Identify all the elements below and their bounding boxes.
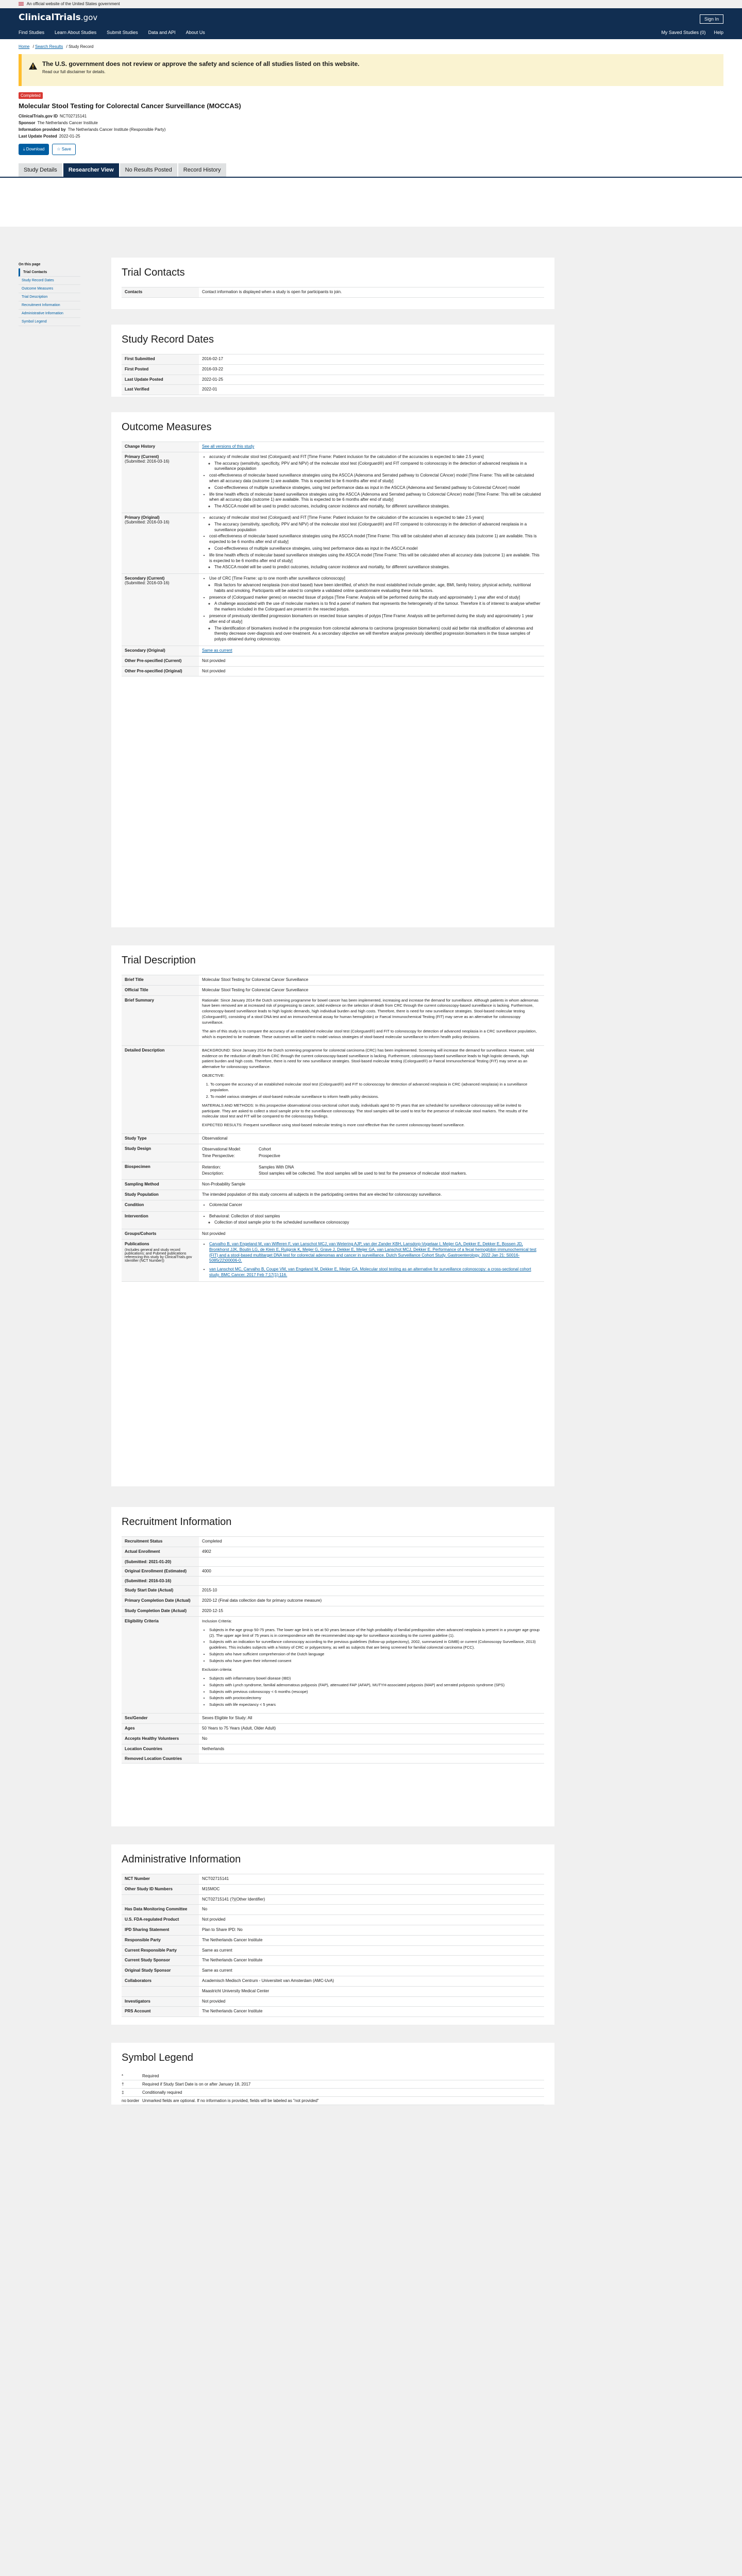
publication-link[interactable]: van Lanschot MC, Carvalho B, Coupe VM, van Engeland M, Dekker E, Meijer GA. Molecular stool testing as an alternative for surveillance colonoscopy: a cross-sectional cohort study. BMC Cancer. 2017 Feb 7;17(1):116. [209, 1267, 531, 1277]
all-versions-link[interactable]: See all versions of this study [202, 444, 255, 449]
study-title: Molecular Stool Testing for Colorectal Cancer Surveillance (MOCCAS) [19, 102, 241, 110]
nav-about[interactable]: About Us [185, 30, 205, 35]
study-info [19, 127, 723, 132]
criterion: • Subjects who have sufficient comprehension of the Dutch language [209, 1652, 541, 1657]
row-value: 2016-03-22 [199, 365, 544, 375]
criterion: • Subjects with previous colonoscopy < 6 months (rescope) [209, 1689, 541, 1695]
condition-key: Condition [122, 1200, 199, 1212]
breadcrumb-search[interactable]: Search Results [35, 44, 63, 49]
row-value: Sexes Eligible for Study: All [199, 1714, 544, 1724]
intervention-key: Intervention [122, 1212, 199, 1230]
disclaimer-alert [19, 54, 723, 86]
alert-body: Read our full disclaimer for details. [42, 70, 106, 74]
secondary-current-submitted: (Submitted: 2016-03-16) [125, 581, 170, 586]
breadcrumb-current: Study Record [68, 44, 94, 49]
primary-original-submitted: (Submitted: 2016-03-16) [125, 519, 170, 524]
population-value: The intended population of this study concerns all subjects in the participating centres that are elected for colonoscopy surveillance. [199, 1190, 544, 1200]
us-flag-icon [19, 2, 24, 6]
row-key [122, 1987, 199, 1997]
row-value: Maastricht University Medical Center [199, 1987, 544, 1997]
publications-key: Publications [125, 1241, 149, 1246]
outcomes-title: Outcome Measures [122, 421, 212, 433]
sidebar-item-admin[interactable]: Administrative Information [19, 310, 80, 318]
row-value: 2022-01-25 [199, 375, 544, 385]
study-id-value: NCT02715141 [60, 114, 87, 118]
row-key: Recruitment Status [122, 1537, 199, 1547]
secondary-current-list [202, 576, 541, 642]
warning-icon [29, 62, 37, 70]
row-key: Actual Enrollment [122, 1547, 199, 1557]
row-key: Current Study Sponsor [122, 1956, 199, 1966]
recruitment-section [111, 1507, 554, 1826]
row-value: M15MOC [199, 1885, 544, 1895]
intervention-detail: ◦ Collection of stool sample prior to the scheduled surveillance colonoscopy [214, 1220, 541, 1226]
criterion: • Subjects with proctocolectomy [209, 1696, 541, 1701]
row-value [199, 1754, 544, 1764]
row-key: Location Countries [122, 1744, 199, 1755]
sampling-key: Sampling Method [122, 1180, 199, 1190]
row-value: Not provided [199, 1915, 544, 1925]
row-key: Responsible Party [122, 1936, 199, 1946]
outcome-item: • life time health effects of molecular based surveillance strategies using the ASCCA (Adenoma and Serrated pathway to Colorectal CAncer) model [Time Frame: This will be calculated when all accuracy data (outcome 1) are available. This is expected to be 6 months after end of study] [209, 492, 541, 503]
trial-contacts-title: Trial Contacts [122, 267, 185, 278]
primary-current-submitted: (Submitted: 2016-03-16) [125, 459, 170, 464]
site-header [0, 8, 742, 39]
description-title: Trial Description [122, 955, 196, 966]
row-key: Accepts Healthy Volunteers [122, 1734, 199, 1744]
row-key: Has Data Monitoring Committee [122, 1905, 199, 1915]
right-nav [661, 30, 723, 35]
info-value: The Netherlands Cancer Institute (Responsible Party) [68, 127, 166, 132]
outcome-detail: ◦ The ASCCA model will be used to predict outcomes, including cancer incidence and mortality, for different surveillance strategies. [214, 504, 541, 510]
download-button[interactable] [19, 144, 49, 155]
row-key: Removed Location Countries [122, 1754, 199, 1764]
update-value: 2022-01-25 [59, 134, 80, 139]
no-symbol: no border [122, 2098, 140, 2103]
biospecimen-grid [202, 1164, 541, 1178]
tab-record-history[interactable]: Record History [178, 163, 226, 177]
row-key: Last Update Posted [122, 375, 199, 385]
row-value: 4902 [199, 1547, 544, 1557]
population-key: Study Population [122, 1190, 199, 1200]
study-id [19, 114, 723, 118]
exclusion-list [202, 1676, 541, 1708]
study-design-key: Study Design [122, 1144, 199, 1162]
row-key: Study Start Date (Actual) [122, 1586, 199, 1596]
row-key: Study Completion Date (Actual) [122, 1606, 199, 1617]
secondary-original-link[interactable]: Same as current [202, 648, 232, 653]
groups-value: Not provided [199, 1229, 544, 1240]
design-key: Observational Model: [202, 1147, 241, 1152]
sidebar-header: On this page [19, 263, 41, 266]
breadcrumb-home[interactable]: Home [19, 44, 30, 49]
change-history-key: Change History [122, 442, 199, 452]
sign-in-button[interactable]: Sign In [700, 14, 723, 24]
save-label: Save [61, 147, 71, 151]
secondary-original-key: Secondary (Original) [122, 646, 199, 656]
row-value: The Netherlands Cancer Institute [199, 2007, 544, 2017]
on-this-page-sidebar [19, 263, 80, 326]
row-key: Original Study Sponsor [122, 1966, 199, 1976]
row-value [199, 1557, 544, 1567]
outcome-item: • accuracy of molecular stool test (Colorguard) and FIT [Time Frame: Patient inclusion for the calculation of the accuracies is expected to take 2.5 years] [209, 454, 541, 460]
recruitment-title: Recruitment Information [122, 1516, 232, 1528]
brief-summary-key: Brief Summary [122, 996, 199, 1046]
groups-key: Groups/Cohorts [122, 1229, 199, 1240]
row-key: U.S. FDA-regulated Product [122, 1915, 199, 1925]
info-label: Information provided by [19, 127, 66, 132]
design-key: Time Perspective: [202, 1153, 235, 1158]
row-value: Not provided [199, 1997, 544, 2007]
detailed-p2: MATERIALS AND METHODS: In this prospective observational cross-sectional cohort study, individuals aged 50-75 years that are scheduled for surveillance colonoscopy will be invited to participate. They are asked to collect a stool sample prior to the surveillance colonoscopy. The stool samples will be used to test for the presence of molecular stool markers. The results of the molecular stool test and FIT will be compared to the colonoscopy findings. [202, 1103, 528, 1119]
study-type-key: Study Type [122, 1134, 199, 1144]
bio-key: Retention: [202, 1164, 221, 1170]
detailed-desc-key: Detailed Description [122, 1046, 199, 1134]
outcome-item: • cost-effectiveness of molecular based surveillance strategies using the ASCCA (Adenoma and Serrated pathway to Colorectal CAncer) model [Time Frame: This will be calculated when all accuracy data (outcome 1) are available. This is expected to be 6 months after end of study] [209, 473, 541, 484]
publication-link[interactable]: Carvalho B, van Engeland M, van Wifferen F, van Lanschot MCJ, van Wetering AJP, van der Zander KBH, Lansdorp-Vogelaar I, Meijer GA, Dekker E, Dekker E, Bossen JD, Bronkhorst JJK, Boutin LG, de Klein E, Ruijgrok K, Meijer G, Grave J, Dekker E, Meijer GA, van Lanschot MCJ, Dekker E. Performance of a fecal hemoglobin immunochemical test (FIT) and a stool-based multitarget DNA test for colorectal adenomas and cancer in surveillance. Dutch Surveillance Cohort Study. Gastroenterology. 2022 Jan 21: S0016-5085(22)00006-0. [209, 1241, 536, 1263]
condition-value: • Colorectal Cancer [209, 1202, 541, 1208]
tab-study-details[interactable]: Study Details [19, 163, 62, 177]
row-key: Collaborators [122, 1976, 199, 1987]
row-value: 2020-12-15 [199, 1606, 544, 1617]
trial-contacts-section [111, 258, 554, 309]
update-label: Last Update Posted [19, 134, 57, 139]
admin-title: Administrative Information [122, 1854, 241, 1865]
nav-find-studies[interactable]: Find Studies [19, 30, 45, 35]
eligibility-key: Eligibility Criteria [122, 1617, 199, 1714]
row-value: The Netherlands Cancer Institute [199, 1956, 544, 1966]
objective-item: 2. To model various strategies of stool-based molecular surveillance to inform health policy decisions. [210, 1094, 541, 1100]
legend-text: Required [142, 2074, 159, 2078]
primary-original-key: Primary (Original) [125, 515, 160, 520]
study-design-grid [202, 1146, 541, 1160]
row-key: Other Study ID Numbers [122, 1885, 199, 1895]
brief-summary-p2: The aim of this study is to compare the accuracy of an established molecular stool test (Colorguard®) and FIT to colonoscopy for detection of advanced neoplasia in a CRC surveillance population, which is expected to be moderate. These outcomes will be used to model various strategies of stool-based molecular surveillance to inform health policy decisions. [202, 1028, 537, 1039]
main-content [0, 227, 742, 2576]
sponsor-label: Sponsor [19, 121, 36, 125]
brief-title-key: Brief Title [122, 975, 199, 986]
saved-studies-link[interactable]: My Saved Studies (0) [661, 30, 706, 35]
bio-value: Samples With DNA [259, 1164, 294, 1170]
outcomes-section [111, 412, 554, 927]
nav-submit[interactable]: Submit Studies [107, 30, 138, 35]
row-value: No [199, 1905, 544, 1915]
study-updated [19, 134, 723, 139]
record-dates-title: Study Record Dates [122, 334, 214, 345]
record-dates-section [111, 325, 554, 397]
row-value [199, 1577, 544, 1586]
sampling-value: Non-Probability Sample [199, 1180, 544, 1190]
row-key: NCT Number [122, 1874, 199, 1885]
tab-no-results[interactable]: No Results Posted [120, 163, 177, 177]
double-dagger-symbol: ‡ [122, 2090, 124, 2095]
detailed-objectives-list [202, 1082, 541, 1100]
other-original-value: Not provided [199, 667, 544, 677]
row-key: Sex/Gender [122, 1714, 199, 1724]
outcome-detail: ◦ Cost-effectiveness of multiple surveillance strategies, using test performance data as input in the ASCCA (Adenoma and Serrated pathway to Colorectal CAncer) model [214, 485, 541, 491]
primary-current-key: Primary (Current) [125, 454, 159, 459]
criterion: • Subjects who have given their informed consent [209, 1658, 541, 1664]
breadcrumb: Home / Search Results / Study Record [19, 44, 94, 49]
row-value: No [199, 1734, 544, 1744]
save-button[interactable] [52, 144, 76, 155]
outcome-detail: ◦ Cost-effectiveness of multiple surveillance strategies, using test performance data as input in the ASCCA model [214, 546, 541, 552]
criterion: • Subjects with Lynch syndrome, familial adenomatous polyposis (FAP), attenuated FAP (AFAP), MUTYH-associated polyposis (MAP) and serrated polyposis syndrome (SPS) [209, 1683, 541, 1688]
sidebar-item-description[interactable]: Trial Description [19, 293, 80, 301]
design-value: Cohort [259, 1147, 272, 1152]
study-sponsor [19, 121, 723, 125]
tab-researcher-view[interactable]: Researcher View [63, 163, 119, 177]
row-key: (Submitted: 2016-03-16) [122, 1577, 199, 1586]
study-header [0, 86, 742, 155]
nav-learn[interactable]: Learn About Studies [55, 30, 97, 35]
row-key: PRS Account [122, 2007, 199, 2017]
row-value: The Netherlands Cancer Institute [199, 1936, 544, 1946]
secondary-current-key: Secondary (Current) [125, 576, 165, 581]
outcome-item: • Use of CRC [Time Frame: up to one month after surveillance colonoscopy] [209, 576, 541, 582]
criterion: • Subjects with an indication for surveillance colonoscopy according to the previous guidelines (follow-up polypectomy), 2002, summarized in GIMB) or current (Colonoscopy Surveillance, 2013) guidelines. This includes subjects with a history of CRC or polypectomy, as well as subjects that are being screened for familial colorectal carcinoma (FCC). [209, 1639, 541, 1651]
row-value: 2022-01 [199, 385, 544, 395]
row-key: Current Responsible Party [122, 1946, 199, 1956]
row-value: 50 Years to 75 Years (Adult, Older Adult) [199, 1724, 544, 1734]
row-value: Plan to Share IPD: No [199, 1925, 544, 1936]
detailed-objective: OBJECTIVE: [202, 1073, 225, 1078]
row-key: Last Verified [122, 385, 199, 395]
logo-main: ClinicalTrials [19, 12, 81, 23]
legend-text: Conditionally required [142, 2090, 182, 2095]
study-id-label: ClinicalTrials.gov ID [19, 114, 58, 118]
status-badge: Completed [19, 92, 43, 99]
alert-title: The U.S. government does not review or approve the safety and science of all studies listed on this website. [42, 60, 360, 67]
intervention-value: • Behavioral: Collection of stool samples [209, 1214, 541, 1219]
bookmark-icon: ☆ [57, 147, 62, 151]
sidebar-item-record-dates[interactable]: Study Record Dates [19, 277, 80, 285]
row-key: Primary Completion Date (Actual) [122, 1596, 199, 1606]
sidebar-item-trial-contacts[interactable]: Trial Contacts [19, 268, 80, 277]
bio-key: Description: [202, 1171, 224, 1176]
criterion: • Subjects with inflammatory bowel disease (IBD) [209, 1676, 541, 1682]
sidebar-item-outcomes[interactable]: Outcome Measures [19, 285, 80, 293]
bio-value: Stool samples will be collected. The stool samples will be used to test for the presence of molecular stool markers. [259, 1171, 467, 1176]
row-value: 2020-12 (Final data collection date for primary outcome measure) [199, 1596, 544, 1606]
download-icon: ⤓ [23, 147, 26, 151]
row-value: Completed [199, 1537, 544, 1547]
row-key: Investigators [122, 1997, 199, 2007]
contacts-value: Contact information is displayed when a study is open for participants to join. [199, 287, 544, 298]
outcome-item: • cost-effectiveness of molecular based surveillance strategies using the ASCCA model [Time Frame: This will be calculated when all accuracy data (outcome 1) are available. This is expected to be 6 months after end of study] [209, 534, 541, 545]
nav-data-api[interactable]: Data and API [148, 30, 176, 35]
logo-suffix: .gov [80, 13, 98, 22]
outcome-item: • presence of (Colorguard marker genes) on resected tissue of polyps [Time Frame: Analysis will be performed during the study and approximately 1 year after end of study] [209, 595, 541, 601]
row-value: Netherlands [199, 1744, 544, 1755]
legend-section [111, 2043, 554, 2105]
gov-banner [0, 0, 742, 8]
row-key: First Posted [122, 365, 199, 375]
row-value: Same as current [199, 1966, 544, 1976]
row-value: 2016-02-17 [199, 354, 544, 365]
criterion: • Subjects in the age group 50-75 years. The lower age limit is set at 50 years because of the high probability of familial predisposition when advanced neoplasia is present in a younger age group (2). The upper age limit of 75 years is in correspondence with the recommended stop-age for surveillance according to the current guideline (1). [209, 1628, 541, 1639]
study-type-value: Observational [199, 1134, 544, 1144]
design-value: Prospective [259, 1153, 280, 1158]
criterion: • Subjects with life expectancy < 5 years [209, 1702, 541, 1708]
row-key: Original Enrollment (Estimated) [122, 1567, 199, 1577]
row-value: 4000 [199, 1567, 544, 1577]
objective-item: 1. To compare the accuracy of an established molecular stool test (Colorguard®) and FIT to colonoscopy for detection of advanced neoplasia in CRC (advanced neoplasia) in a surveillance population. [210, 1082, 541, 1093]
outcome-detail: ◦ The accuracy (sensitivity, specificity, PPV and NPV) of the molecular stool test (Colorguard®) and FIT compared to colonoscopy in the detection of advanced neoplasia in a surveillance population [214, 522, 541, 533]
other-current-key: Other Pre-specified (Current) [122, 656, 199, 667]
row-value: 2015-10 [199, 1586, 544, 1596]
study-tabs [0, 163, 742, 178]
official-title-key: Official Title [122, 986, 199, 996]
record-dates-table [122, 354, 544, 395]
sidebar-item-recruitment[interactable]: Recruitment Information [19, 301, 80, 310]
admin-section [111, 1844, 554, 2025]
row-key [122, 1895, 199, 1905]
row-key: IPD Sharing Statement [122, 1925, 199, 1936]
outcome-item: • presence of previously identified progression biomarkers on resected tissue samples of polyps [Time Frame: Analysis will be performed during the study and approximately 1 year after end of study] [209, 614, 541, 625]
row-value: Academisch Medisch Centrum - Universiteit van Amsterdam (AMC-UvA) [199, 1976, 544, 1987]
other-current-value: Not provided [199, 656, 544, 667]
outcome-detail: ◦ Risk factors for advanced neoplasia (non-stool based) have been identified, of which the most established include gender, age, BMI, family history, physical activity, nutritional habits and smoking. Participants will be asked to complete a validated online questionnaire evaluating these risk factors. [214, 583, 541, 594]
detailed-p1: BACKGROUND: Since January 2014 the Dutch screening programme for colorectal carcinoma (CRC) has been implemented. Screening will increase the demand for surveillance. However, solid evidence on the reduction of death from CRC through the current colonoscopy-based surveillance is lacking. Furthermore, colonoscopy-based surveillance leads to high logistic demands, high patient burden and high costs. Therefore, there is need for new surveillance strategies. Stool-based molecular testing (Colorguard®) or Faecal Immunochemical Testing (FIT) may serve as an alternative for colonoscopy surveillance. [202, 1047, 534, 1070]
row-key: First Submitted [122, 354, 199, 365]
biospecimen-key: Biospecimen [122, 1162, 199, 1180]
sponsor-value: The Netherlands Cancer Institute [37, 121, 98, 125]
row-value: NCT02715141 [199, 1874, 544, 1885]
description-section [111, 945, 554, 1486]
row-value: Same as current [199, 1946, 544, 1956]
outcome-item: • accuracy of molecular stool test (Colorguard) and FIT [Time Frame: Patient inclusion for the calculation of the accuracies is expected to take 2.5 years] [209, 515, 541, 521]
inclusion-list [202, 1628, 541, 1664]
primary-current-list [202, 454, 541, 510]
exclusion-header: Exclusion criteria: [202, 1667, 232, 1672]
brief-summary-p1: Rationale: Since January 2014 the Dutch screening programme for bowel cancer has been implemented, increasing and increase the demand for surveillance. Although patients in whom adenomas have been removed are at increased risk of progressing to cancer, solid evidence on the selection of death from CRC through the current colonoscopy-based surveillance is lacking. Furthermore, colonoscopy-based surveillance leads to high logistic demands, high individual burden and high costs. Therefore, there is need for new surveillance strategies. Stool-based molecular testing (Colorguard®), consisting of a stool DNA test and an immunochemical assay for human hemoglobin) or Faecal Immunochemical Testing (FIT) may serve as an alternative for colonoscopy surveillance. [202, 997, 538, 1025]
outcome-detail: ◦ The ASCCA model will be used to predict outcomes, including cancer incidence and mortality, for different surveillance strategies. [214, 565, 541, 570]
dagger-symbol: † [122, 2082, 124, 2087]
official-title-value: Molecular Stool Testing for Colorectal Cancer Surveillance [199, 986, 544, 996]
download-label: Download [26, 147, 45, 151]
sidebar-item-legend[interactable]: Symbol Legend [19, 318, 80, 326]
legend-title: Symbol Legend [122, 2052, 193, 2063]
contacts-key: Contacts [122, 287, 199, 298]
brief-title-value: Molecular Stool Testing for Colorectal Cancer Surveillance [199, 975, 544, 986]
help-link[interactable]: Help [714, 30, 723, 35]
legend-text: Required if Study Start Date is on or after January 18, 2017 [142, 2082, 251, 2087]
site-logo[interactable] [19, 12, 723, 23]
row-value: NCT02715141 (?)(Other Identifier) [199, 1895, 544, 1905]
outcome-detail: ◦ The accuracy (sensitivity, specificity, PPV and NPV) of the molecular stool test (Colorguard®) and FIT compared to colonoscopy in the detection of advanced neoplasia in a surveillance population [214, 461, 541, 472]
gov-banner-text: An official website of the United States government [26, 2, 120, 6]
primary-original-list [202, 515, 541, 570]
row-key: Ages [122, 1724, 199, 1734]
admin-table [122, 1874, 544, 2017]
main-nav [19, 30, 205, 35]
row-key: (Submitted: 2021-01-20) [122, 1557, 199, 1567]
detailed-p3: EXPECTED RESULTS: Frequent surveillance using stool-based molecular testing is more cost-effective than the current colonoscopy-based surveillance. [202, 1123, 465, 1128]
required-symbol: * [122, 2074, 124, 2078]
inclusion-header: Inclusion Criteria: [202, 1618, 232, 1623]
other-original-key: Other Pre-specified (Original) [122, 667, 199, 677]
legend-text: Unmarked fields are optional. If no information is provided, fields will be labeled as "not provided" [142, 2098, 319, 2103]
outcome-detail: ◦ The identification of biomarkers involved in the progression from colorectal adenoma to carcinoma (progression biomarkers) could aid better risk stratification of adenomas and thereby decrease over-diagnosis and over-treatment. As a secondary objective we will therefore analyse previously identified progression biomarkers in the tissue samples of polyps obtained during colonoscopy. [214, 626, 541, 642]
outcome-detail: ◦ A challenge associated with the use of molecular markers is to find a panel of markers that represents the heterogeneity of the tumour. Therefore it is of interest to analyse whether the markers included in the Colorguard are present in the resected polyps. [214, 601, 541, 613]
publications-note: (Includes general and study record publications; and Pubmed publications referencing this study by ClinicalTrials.gov Identifier (NCT Number)) [125, 1248, 192, 1263]
outcome-item: • life time health effects of molecular based surveillance strategies using the ASCCA model [Time Frame: This will be calculated when all accuracy data (outcome 1) are available. This is expected to be 6 months after end of study] [209, 553, 541, 564]
